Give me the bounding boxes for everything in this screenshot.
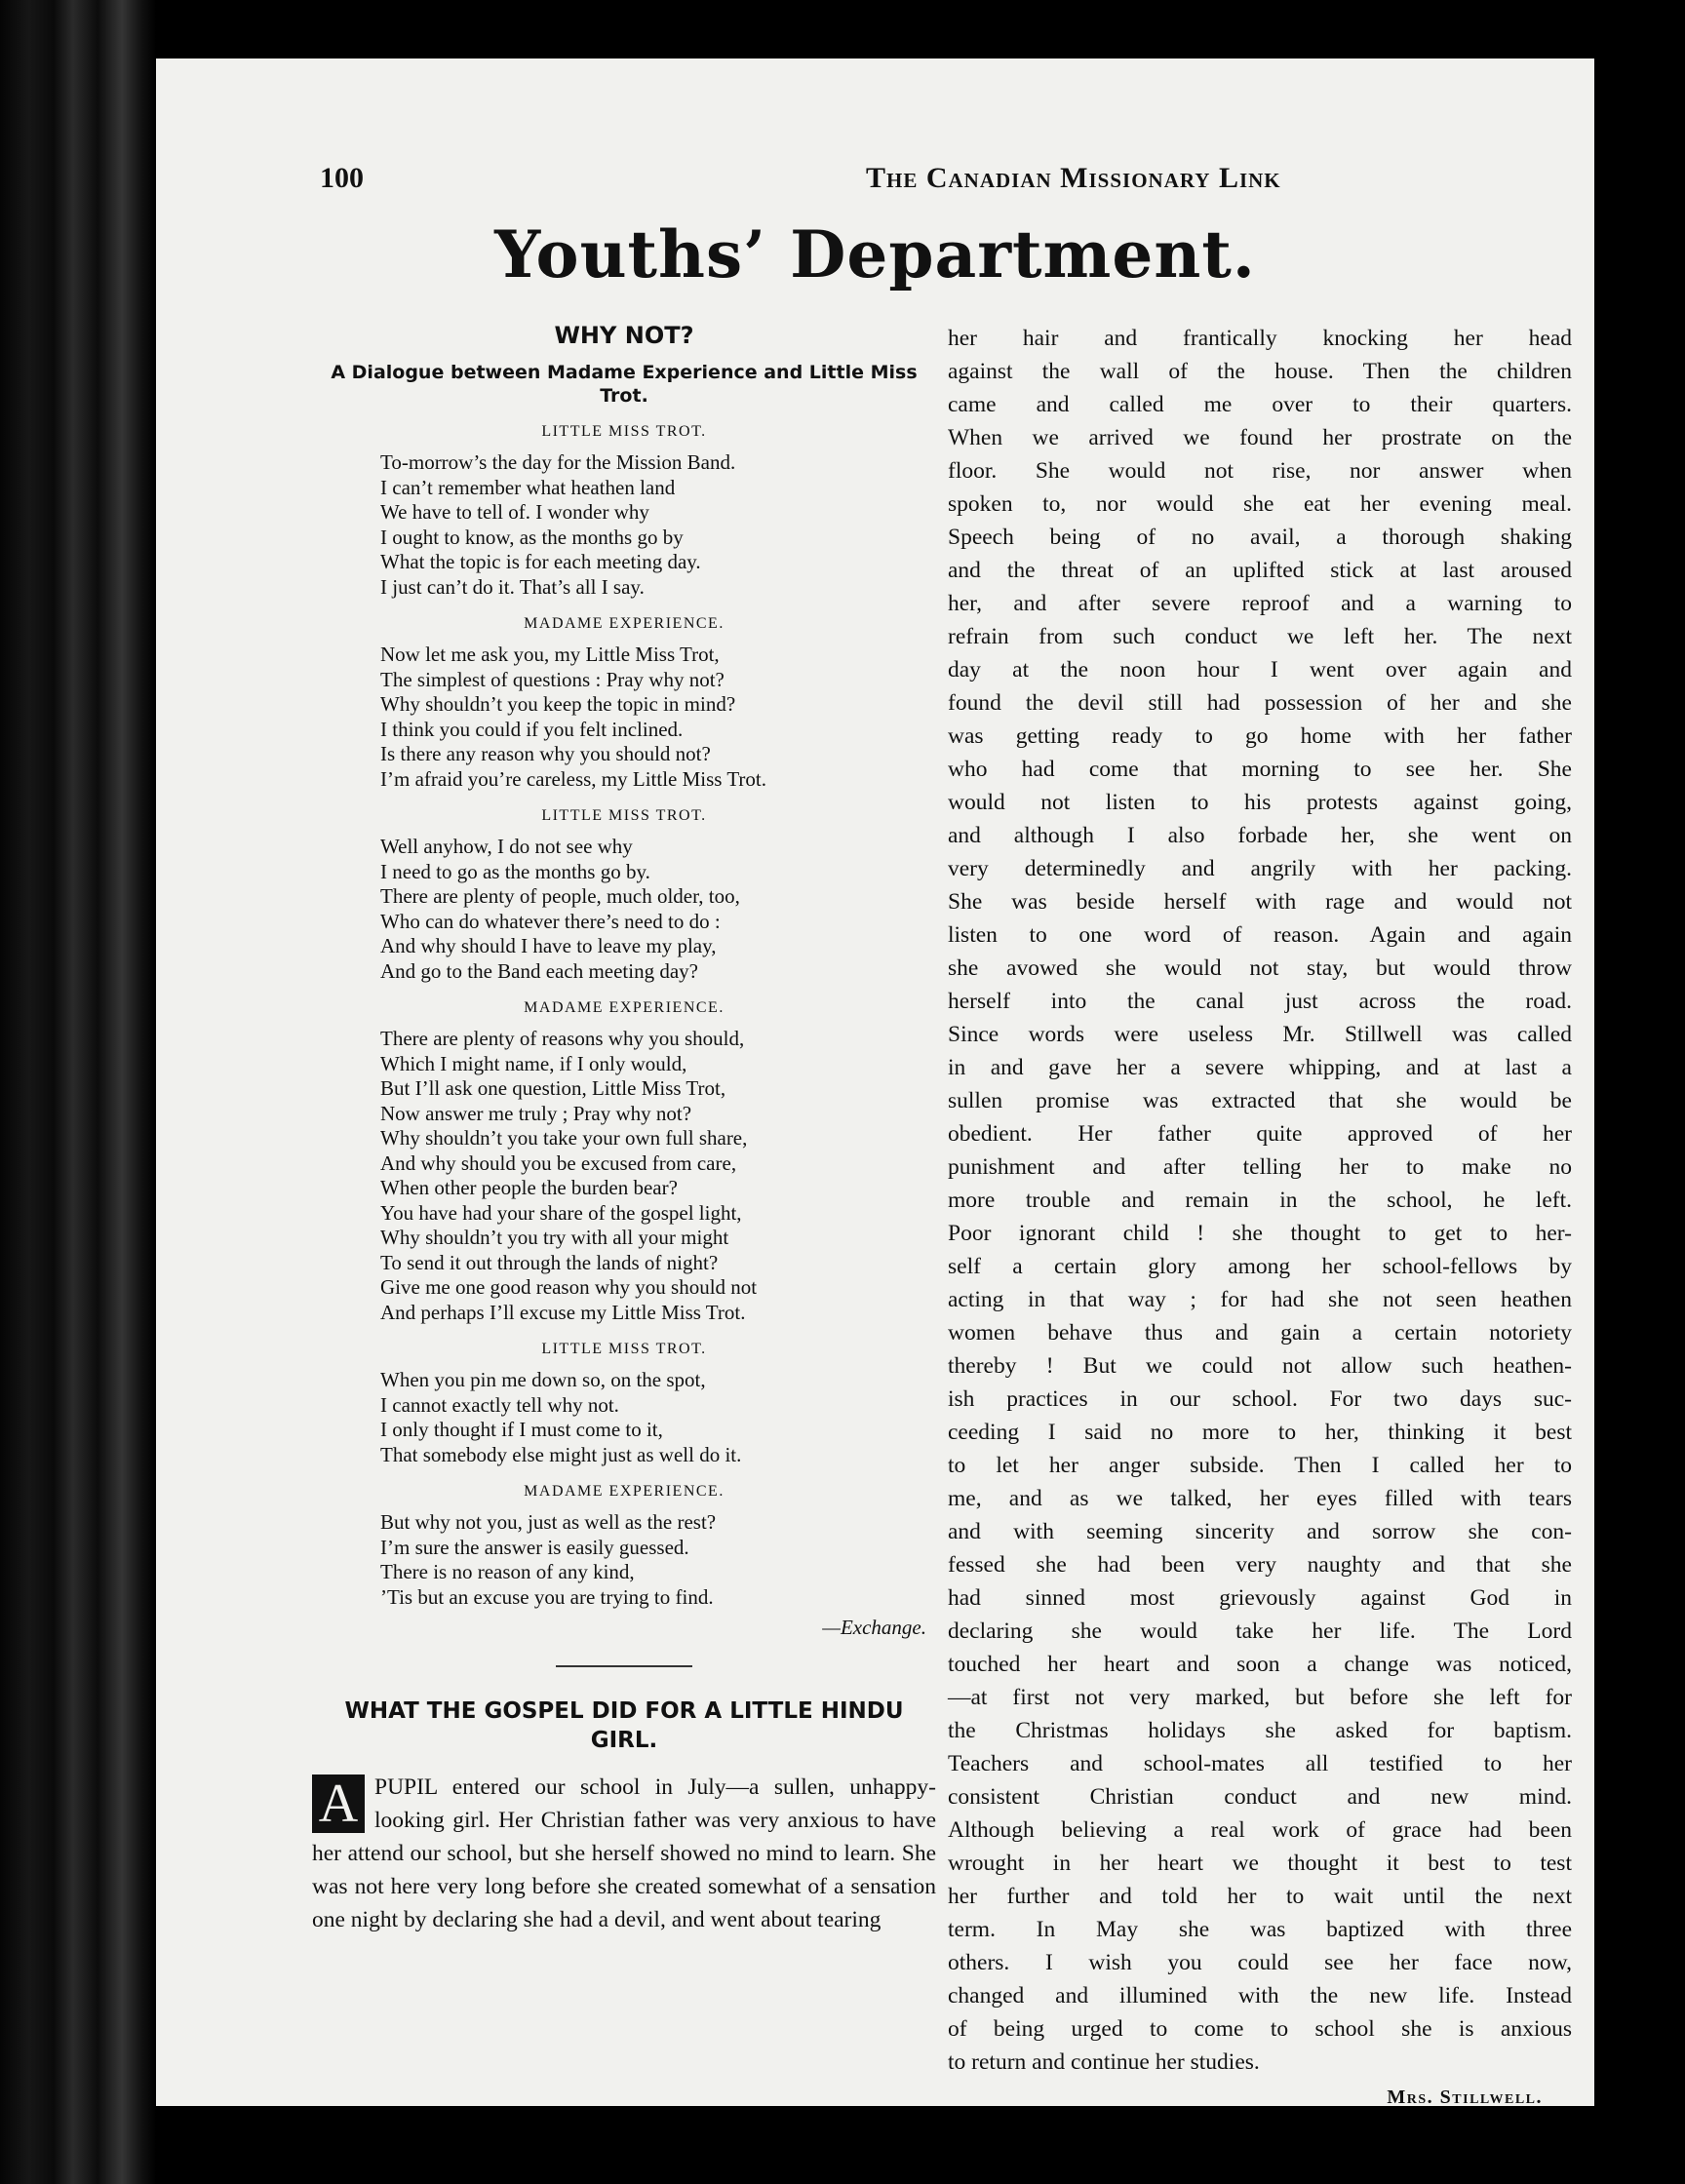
text-line: floor. She would not rise, nor answer when (948, 458, 1572, 484)
text-line: had sinned most grievously against God in (948, 1585, 1572, 1611)
text-line: she avowed she would not stay, but would throw (948, 956, 1572, 981)
poem-title: WHY NOT? (554, 322, 694, 349)
poem-line: There are plenty of people, much older, too, (380, 884, 740, 908)
article-body-continued (948, 322, 1572, 2079)
poem-stanza (312, 423, 936, 600)
page-edge-shadow (1617, 0, 1685, 2184)
text-line: and although I also forbade her, she went on (948, 823, 1572, 848)
text-line: against the wall of the house. Then the children (948, 359, 1572, 384)
running-header (320, 162, 1587, 211)
poem-line: I can’t remember what heathen land (380, 475, 676, 499)
poem-line: And why should I have to leave my play, (380, 934, 717, 957)
poem-line: And go to the Band each meeting day? (380, 958, 698, 983)
text-line: in and gave her a severe whipping, and at last a (948, 1055, 1572, 1080)
text-line: me, and as we talked, her eyes filled with tears (948, 1486, 1572, 1511)
text-line: declaring she would take her life. The Lord (948, 1618, 1572, 1644)
text-line: listen to one word of reason. Again and again (948, 922, 1572, 948)
text-line: fessed she had been very naughty and that she (948, 1552, 1572, 1578)
poem-line: There is no reason of any kind, (380, 1560, 635, 1583)
poem-line: I cannot exactly tell why not. (380, 1392, 619, 1417)
text-line: day at the noon hour I went over again and (948, 657, 1572, 682)
poem-line: To-morrow’s the day for the Mission Band. (380, 450, 736, 474)
speaker-label: MADAME EXPERIENCE. (524, 999, 725, 1016)
text-line: sullen promise was extracted that she would be (948, 1088, 1572, 1113)
poem-line: That somebody else might just as well do it. (380, 1442, 742, 1466)
stanza-lines (380, 1027, 936, 1325)
text-line: touched her heart and soon a change was noticed, (948, 1652, 1572, 1677)
page-number: 100 (320, 162, 364, 194)
text-line: to let her anger subside. Then I called her to (948, 1453, 1572, 1478)
poem-stanza (312, 1341, 936, 1467)
text-line: found the devil still had possession of her and she (948, 690, 1572, 716)
text-line: Speech being of no avail, a thorough shaking (948, 525, 1572, 550)
text-line: Poor ignorant child ! she thought to get to her- (948, 1221, 1572, 1246)
poem-line: Give me one good reason why you should not (380, 1275, 758, 1299)
poem-line: I ought to know, as the months go by (380, 525, 684, 549)
text-line: changed and illumined with the new life. Instead (948, 1983, 1572, 2008)
poem-line: There are plenty of reasons why you should, (380, 1027, 745, 1050)
speaker-label: LITTLE MISS TROT. (541, 423, 707, 440)
drop-cap: A (312, 1774, 365, 1833)
left-column (312, 322, 936, 1936)
text-line: herself into the canal just across the road. (948, 989, 1572, 1014)
poem-attribution: —Exchange. (822, 1616, 926, 1639)
speaker-label: MADAME EXPERIENCE. (524, 1483, 725, 1500)
text-line: her further and told her to wait until the next (948, 1884, 1572, 1909)
text-line: wrought in her heart we thought it best to test (948, 1851, 1572, 1876)
poem-line: Now answer me truly ; Pray why not? (380, 1101, 692, 1125)
text-line: Although believing a real work of grace had been (948, 1817, 1572, 1843)
department-title: Youths’ Department. (494, 216, 1256, 292)
text-line: of being urged to come to school she is anxious (948, 2016, 1572, 2042)
text-line: obedient. Her father quite approved of her (948, 1121, 1572, 1147)
book-binding (0, 0, 156, 2184)
text-line: She was beside herself with rage and would not (948, 889, 1572, 915)
section-divider (556, 1665, 692, 1667)
text-line: more trouble and remain in the school, he left. (948, 1188, 1572, 1213)
article-text: PUPIL entered our school in July—a sullen, unhappy-looking girl. Her Christian father was very anxious to have her attend our school, but she herself showed no mind to learn. She was not here very long before she created somewhat of a sensation one night by declaring she had a devil, and went about tearing (312, 1774, 936, 1932)
speaker-label: LITTLE MISS TROT. (541, 807, 707, 824)
poem-line: Now let me ask you, my Little Miss Trot, (380, 643, 720, 666)
speaker-label: LITTLE MISS TROT. (541, 1341, 707, 1357)
article-title: WHAT THE GOSPEL DID FOR A LITTLE HINDU GIRL. (344, 1698, 904, 1753)
text-line: her, and after severe reproof and a warning to (948, 591, 1572, 616)
poem-line: Why shouldn’t you try with all your might (380, 1226, 729, 1249)
poem-line: And why should you be excused from care, (380, 1150, 737, 1175)
poem-stanza (312, 615, 936, 792)
poem-line: I think you could if you felt inclined. (380, 717, 684, 741)
poem-line: ’Tis but an excuse you are trying to find. (380, 1584, 714, 1609)
poem-line: But why not you, just as well as the rest? (380, 1510, 717, 1534)
text-line: spoken to, nor would she eat her evening meal. (948, 491, 1572, 517)
poem-line: Which I might name, if I only would, (380, 1051, 687, 1075)
text-line: —at first not very marked, but before she left for (948, 1685, 1572, 1710)
text-line: and the threat of an uplifted stick at last aroused (948, 558, 1572, 583)
text-line: thereby ! But we could not allow such heathen- (948, 1353, 1572, 1379)
text-line: to return and continue her studies. (948, 2049, 1260, 2075)
stanza-lines (380, 1510, 936, 1610)
text-line: and with seeming sincerity and sorrow she con- (948, 1519, 1572, 1544)
text-line: who had come that morning to see her. She (948, 757, 1572, 782)
poem-stanza (312, 999, 936, 1325)
poem-line: But I’ll ask one question, Little Miss Trot, (380, 1076, 726, 1100)
poem-line: Why shouldn’t you take your own full share, (380, 1126, 748, 1150)
text-line: Teachers and school-mates all testified to her (948, 1751, 1572, 1776)
text-line: women behave thus and gain a certain notoriety (948, 1320, 1572, 1346)
text-line: would not listen to his protests against going, (948, 790, 1572, 815)
poem-line: We have to tell of. I wonder why (380, 500, 649, 524)
poem-line: I’m sure the answer is easily guessed. (380, 1535, 689, 1559)
article-body-start (312, 1771, 936, 1936)
poem-subtitle: A Dialogue between Madame Experience and Little Miss Trot. (331, 362, 918, 407)
poem-line: I need to go as the months go by. (380, 859, 650, 883)
poem-line: I just can’t do it. That’s all I say. (380, 574, 645, 599)
text-line: punishment and after telling her to make no (948, 1154, 1572, 1180)
poem-line: When you pin me down so, on the spot, (380, 1368, 706, 1391)
poem-stanza (312, 1483, 936, 1610)
poem-line: The simplest of questions : Pray why not? (380, 667, 725, 691)
stanza-lines (380, 1368, 936, 1467)
poem-line: I’m afraid you’re careless, my Little Miss Trot. (380, 766, 767, 791)
text-line: very determinedly and angrily with her packing. (948, 856, 1572, 881)
right-column (948, 322, 1572, 2109)
text-line: her hair and frantically knocking her head (948, 326, 1572, 351)
text-line: ish practices in our school. For two days suc- (948, 1386, 1572, 1412)
poem-line: When other people the burden bear? (380, 1176, 678, 1199)
poem-line: Well anyhow, I do not see why (380, 835, 633, 858)
text-line: acting in that way ; for had she not seen heathen (948, 1287, 1572, 1312)
text-line: ceeding I said no more to her, thinking it best (948, 1420, 1572, 1445)
stanza-lines (380, 450, 936, 600)
text-line: the Christmas holidays she asked for baptism. (948, 1718, 1572, 1743)
text-line: refrain from such conduct we left her. The next (948, 624, 1572, 649)
author-signature: Mrs. Stillwell. (1387, 2086, 1543, 2108)
journal-title: The Canadian Missionary Link (866, 162, 1281, 194)
speaker-label: MADAME EXPERIENCE. (524, 615, 725, 632)
text-line: others. I wish you could see her face now, (948, 1950, 1572, 1975)
magazine-page (156, 58, 1594, 2106)
poem-line: Who can do whatever there’s need to do : (380, 909, 721, 933)
poem-line: You have had your share of the gospel light, (380, 1200, 742, 1225)
poem-line: Why shouldn’t you keep the topic in mind? (380, 692, 736, 716)
text-line: was getting ready to go home with her father (948, 723, 1572, 749)
text-line: When we arrived we found her prostrate on the (948, 425, 1572, 450)
poem-line: To send it out through the lands of night? (380, 1250, 719, 1274)
stanza-lines (380, 643, 936, 792)
text-line: Since words were useless Mr. Stillwell was called (948, 1022, 1572, 1047)
poem-line: Is there any reason why you should not? (380, 742, 711, 765)
text-line: self a certain glory among her school-fellows by (948, 1254, 1572, 1279)
text-line: came and called me over to their quarters. (948, 392, 1572, 417)
text-line: consistent Christian conduct and new mind. (948, 1784, 1572, 1810)
poem-line: What the topic is for each meeting day. (380, 550, 701, 573)
poem-line: I only thought if I must come to it, (380, 1418, 663, 1441)
poem-line: And perhaps I’ll excuse my Little Miss Trot. (380, 1300, 746, 1324)
text-line: term. In May she was baptized with three (948, 1917, 1572, 1942)
poem-stanza (312, 807, 936, 984)
stanza-lines (380, 835, 936, 984)
